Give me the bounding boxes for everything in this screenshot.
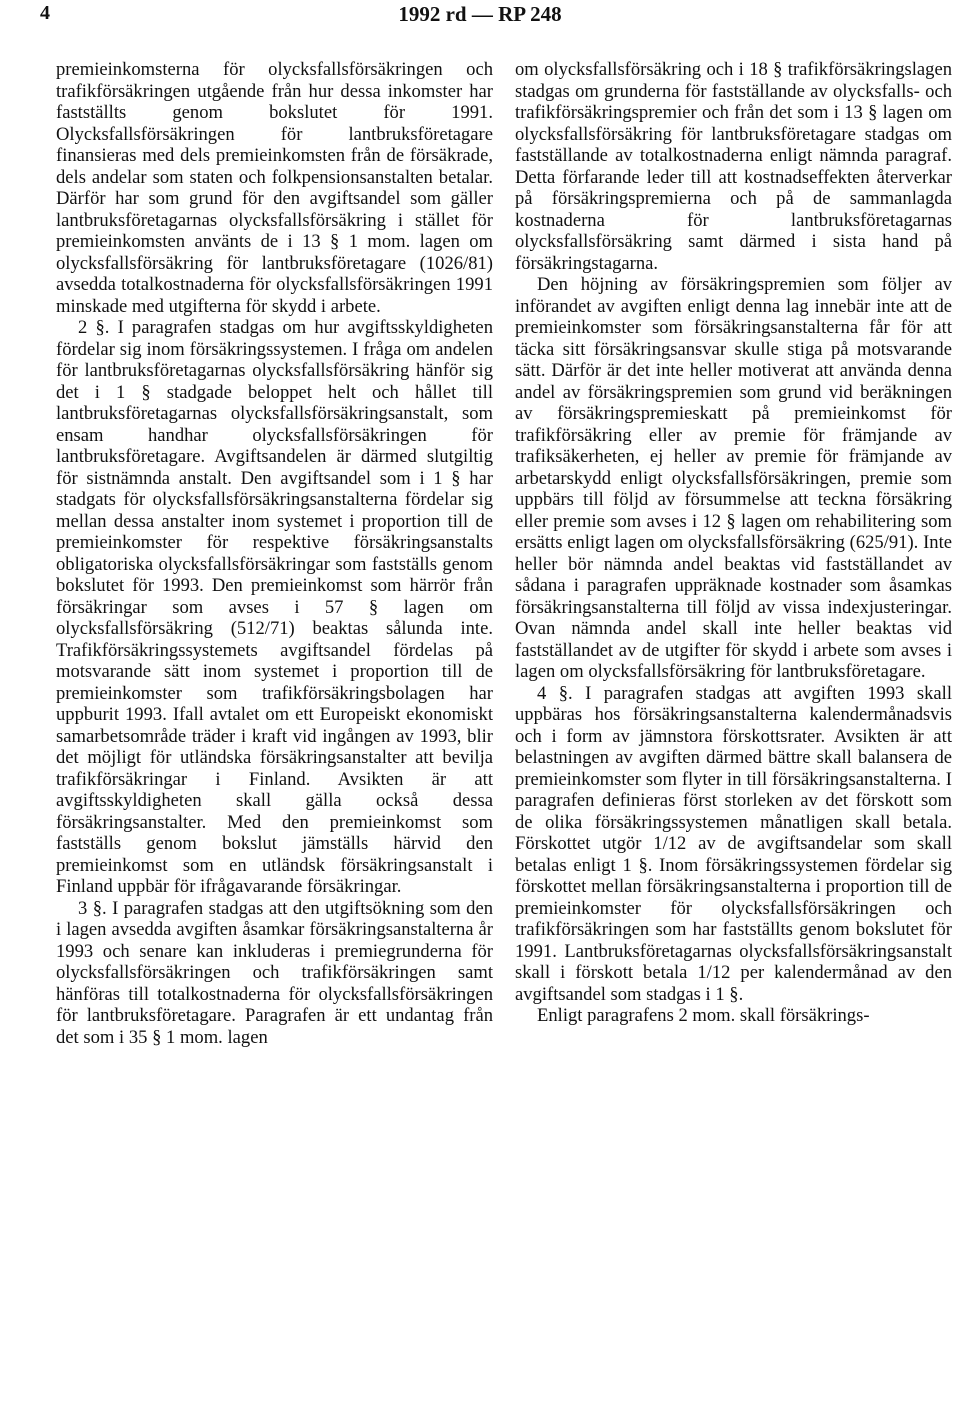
paragraph-continuation: premieinkomsterna för olycksfallsförsäkringen och trafikförsäkringen utgående från hur dessa inkomster har fastställts genom bokslutet för 1991. Olycksfallsförsäkringen för lantbruksföretagare finansieras med dels premieinkomsten från de försäkrade, dels andelar som staten och folkpensionsanstalten betalar. Därför har som grund för den avgiftsandel som gäller lantbruksföretagarnas olycksfallsförsäkring i stället för premieinkomsten använts de i 13 § 1 mom. lagen om olycksfallsförsäkring för lantbruksföretagare (1026/81) avsedda totalkostnaderna för olycksfallsförsäkringen 1991 minskade med utgifterna för skydd i arbete.: [56, 59, 493, 317]
running-title: 1992 rd — RP 248: [398, 2, 562, 26]
page-header: [0, 0, 960, 40]
paragraph-premium-increase: Den höjning av försäkringspremien som följer av införandet av avgiften enligt denna lag innebär inte att de premieinkomster som försäkringsanstalterna får för att täcka sitt försäkringsansvar skulle stiga på motsvarande sätt. Därför är det inte heller motiverat att använda denna andel av försäkringspremien som grund vid beräkningen av försäkringspremieskatt på premieinkomst för trafikförsäkring eller av premie för främjande av trafiksäkerheten, ej heller av premie för främjande av arbetarskydd enligt olycksfallsförsäkringen, premie som uppbärs till följd av försummelse att teckna försäkring eller premie som avses i 12 § lagen om rehabilitering som ersätts enligt lagen om olycksfallsförsäkring (625/91). Inte heller bör nämnda andel beaktas vid fastställandet av sådana i paragrafen uppräknade kostnader som åsamkas försäkringsanstalterna till följd av vissa indexjusteringar. Ovan nämnda andel skall inte heller beaktas vid fastställandet av de utgifter för skydd i arbete som avses i lagen om olycksfallsförsäkring för lantbruksföretagare.: [515, 274, 952, 682]
paragraph-section-4-mom-2: Enligt paragrafens 2 mom. skall försäkrings-: [537, 1005, 870, 1026]
paragraph-section-2: 2 §. I paragrafen stadgas om hur avgiftsskyldigheten fördelar sig inom försäkringssystemen. I fråga om andelen för lantbruksföretagarnas olycksfallsförsäkring hänför sig det i 1 § stadgade beloppet helt och hållet till lantbruksföretagarnas olycksfallsförsäkringsanstalt, som ensam handhar olycksfallsförsäkringen för lantbruksföretagare. Avgiftsandelen är därmed slutgiltig för sistnämnda anstalt. Den avgiftsandel som i 1 § har stadgats för olycksfallsförsäkringsanstalterna fördelar sig mellan dessa anstalter inom systemet i proportion till de premieinkomster för respektive försäkringsanstalts obligatoriska olycksfallsförsäkringar som fastställs genom bokslutet för 1993. Den premieinkomst som härrör från försäkringar som avses i 57 § lagen om olycksfallsförsäkring (512/71) beaktas sålunda inte. Trafikförsäkringssystemets avgiftsandel fördelas på motsvarande sätt inom systemet i proportion till de premieinkomster som trafikförsäkringsbolagen har uppburit 1993. Ifall avtalet om ett Europeiskt ekonomiskt samarbetsområde träder i kraft vid ingången av 1993, blir det möjligt för utländska försäkringsanstalter att bevilja trafikförsäkringar i Finland. Avsikten är att avgiftsskyldigheten skall gälla också dessa försäkringsanstalter. Med den premieinkomst som fastställs genom bokslut jämställs härvid den premieinkomst som en utländsk försäkringsanstalt i Finland uppbär för ifrågavarande försäkringar.: [56, 317, 493, 897]
page-number: 4: [40, 2, 50, 24]
left-column: [56, 59, 493, 1048]
right-column: [515, 59, 952, 1027]
paragraph-section-4: 4 §. I paragrafen stadgas att avgiften 1993 skall uppbäras hos försäkringsanstalterna kalendermånadsvis och i form av jämnstora förskottsrater. Avsikten är att belastningen av avgiften därmed bättre skall balansera de premieinkomster som flyter in till försäkringsanstalterna. I paragrafen definieras först storleken av det förskott som de olika försäkringssystemen månatligen skall betala. Förskottet utgör 1/12 av de avgiftsandelar som skall betalas enligt 1 §. Inom försäkringssystemen fördelar sig förskottet mellan försäkringsanstalterna i proportion till de premieinkomster för olycksfallsförsäkringen och trafikförsäkringen som har fastställts genom bokslutet för 1991. Lantbruksföretagarnas olycksfallsförsäkringsanstalt skall i förskott betala 1/12 per kalendermånad av den avgiftsandel som stadgas i 1 §.: [515, 682, 952, 1005]
paragraph-continuation-right: om olycksfallsförsäkring och i 18 § trafikförsäkringslagen stadgas om grunderna för fastställande av olycksfalls- och trafikförsäkringspremier och från det som i 13 § lagen om olycksfallsförsäkring för lantbruksföretagare stadgas om fastställande av totalkostnaderna enligt nämnda paragraf. Detta förfarande leder till att kostnadseffekten återverkar på försäkringspremierna och på de sammanlagda kostnaderna för lantbruksföretagarnas olycksfallsförsäkring samt därmed i sista hand på försäkringstagarna.: [515, 59, 952, 274]
paragraph-section-3: 3 §. I paragrafen stadgas att den utgiftsökning som den i lagen avsedda avgiften åsamkar försäkringsanstalterna år 1993 och senare kan inkluderas i premiegrunderna för olycksfallsförsäkringen och trafikförsäkringen samt hänföras till totalkostnaderna för olycksfallsförsäkringen för lantbruksföretagare. Paragrafen är ett undantag från det som i 35 § 1 mom. lagen: [56, 897, 493, 1048]
